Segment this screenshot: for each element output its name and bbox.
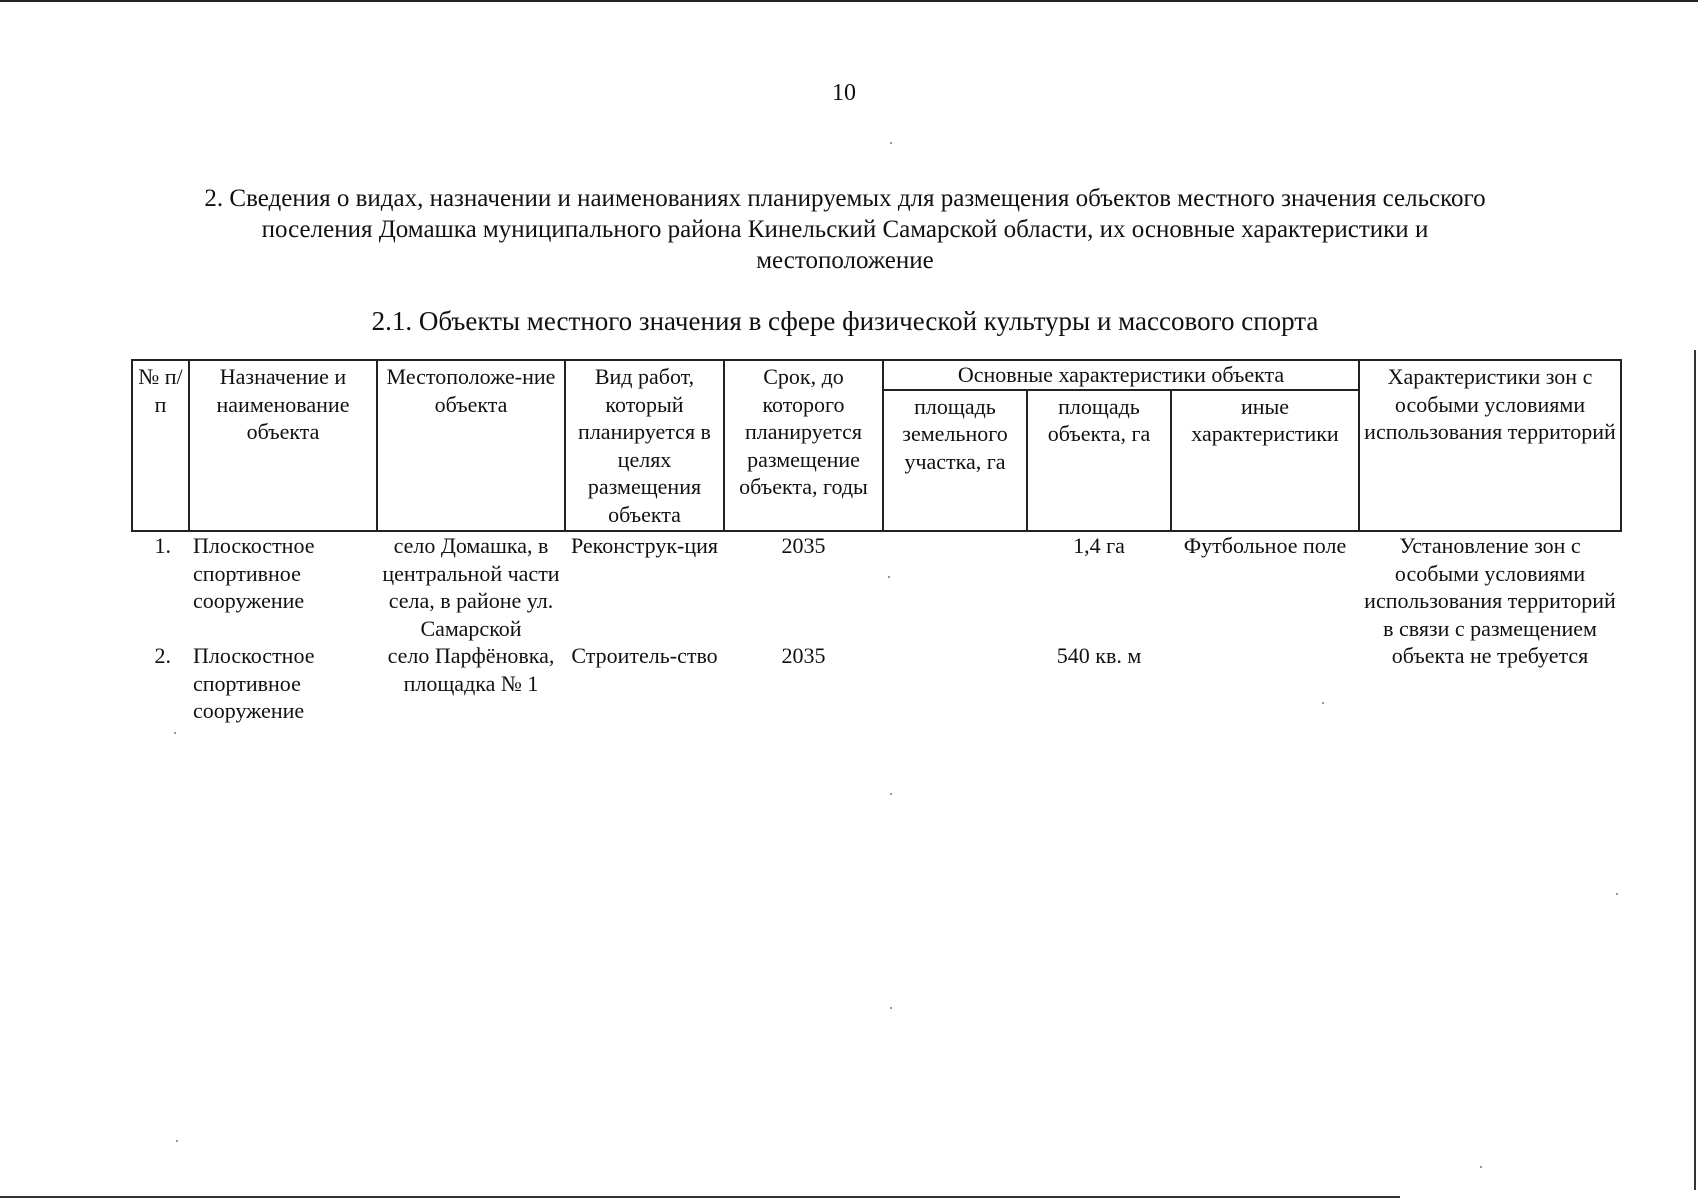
- page-number: 10: [832, 80, 856, 106]
- row-work-type: Строитель-ство: [571, 643, 718, 668]
- scan-speck: [890, 793, 892, 795]
- header-zones: Характеристики зон с особыми условиями использования территорий: [1359, 360, 1621, 531]
- row-num: 1.: [154, 533, 171, 558]
- row-zones: Установление зон с особыми условиями использования территорий в связи с размещением объекта не требуется: [1364, 533, 1616, 668]
- row-term: 2035: [781, 643, 826, 668]
- scan-speck: [890, 142, 892, 144]
- row-object-area: 1,4 га: [1073, 533, 1125, 558]
- scan-speck: [890, 1007, 892, 1009]
- section-heading: 2. Сведения о видах, назначении и наименованиях планируемых для размещения объектов местного значения сельского поселения Домашка муниципального района Кинельский Самарской области, их основные характеристики и местоположение: [204, 185, 1486, 274]
- row-num: 2.: [154, 643, 171, 668]
- header-term: Срок, до которого планируется размещение объекта, годы: [724, 360, 883, 531]
- row-object-area: 540 кв. м: [1056, 643, 1142, 668]
- row-land-area: [883, 642, 1027, 725]
- page-right-edge: [1694, 350, 1696, 1190]
- row-other-characteristics: [1171, 642, 1359, 725]
- table-row: [132, 531, 1621, 642]
- row-term: 2035: [781, 533, 826, 558]
- page-bottom-edge: [0, 1196, 1400, 1198]
- scan-speck: [1480, 1166, 1482, 1168]
- page-top-edge: [0, 0, 1698, 2]
- header-object-area: площадь объекта, га: [1027, 390, 1171, 532]
- scan-speck: [1322, 702, 1324, 704]
- header-land-area: площадь земельного участка, га: [883, 390, 1027, 532]
- row-other-characteristics: Футбольное поле: [1183, 533, 1347, 558]
- row-location: село Домашка, в центральной части села, в районе ул. Самарской: [382, 533, 560, 641]
- header-location: Местоположе-ние объекта: [377, 360, 565, 531]
- objects-table: [131, 359, 1622, 725]
- row-object-name: Плоскостное спортивное сооружение: [193, 533, 315, 613]
- row-location: село Парфёновка, площадка № 1: [387, 643, 555, 696]
- header-num: № п/п: [132, 360, 189, 531]
- header-name: Назначение и наименование объекта: [189, 360, 377, 531]
- scan-speck: [174, 732, 176, 734]
- header-main-characteristics: Основные характеристики объекта: [883, 360, 1359, 390]
- scan-speck: [888, 576, 890, 578]
- scan-speck: [1616, 893, 1618, 895]
- header-other-characteristics: иные характеристики: [1171, 390, 1359, 532]
- row-land-area: [883, 531, 1027, 642]
- row-object-name: Плоскостное спортивное сооружение: [193, 643, 315, 723]
- subsection-heading: 2.1. Объекты местного значения в сфере физической культуры и массового спорта: [371, 306, 1319, 336]
- scan-speck: [176, 1140, 178, 1142]
- header-work-type: Вид работ, который планируется в целях размещения объекта: [565, 360, 724, 531]
- row-work-type: Реконструк-ция: [570, 533, 719, 558]
